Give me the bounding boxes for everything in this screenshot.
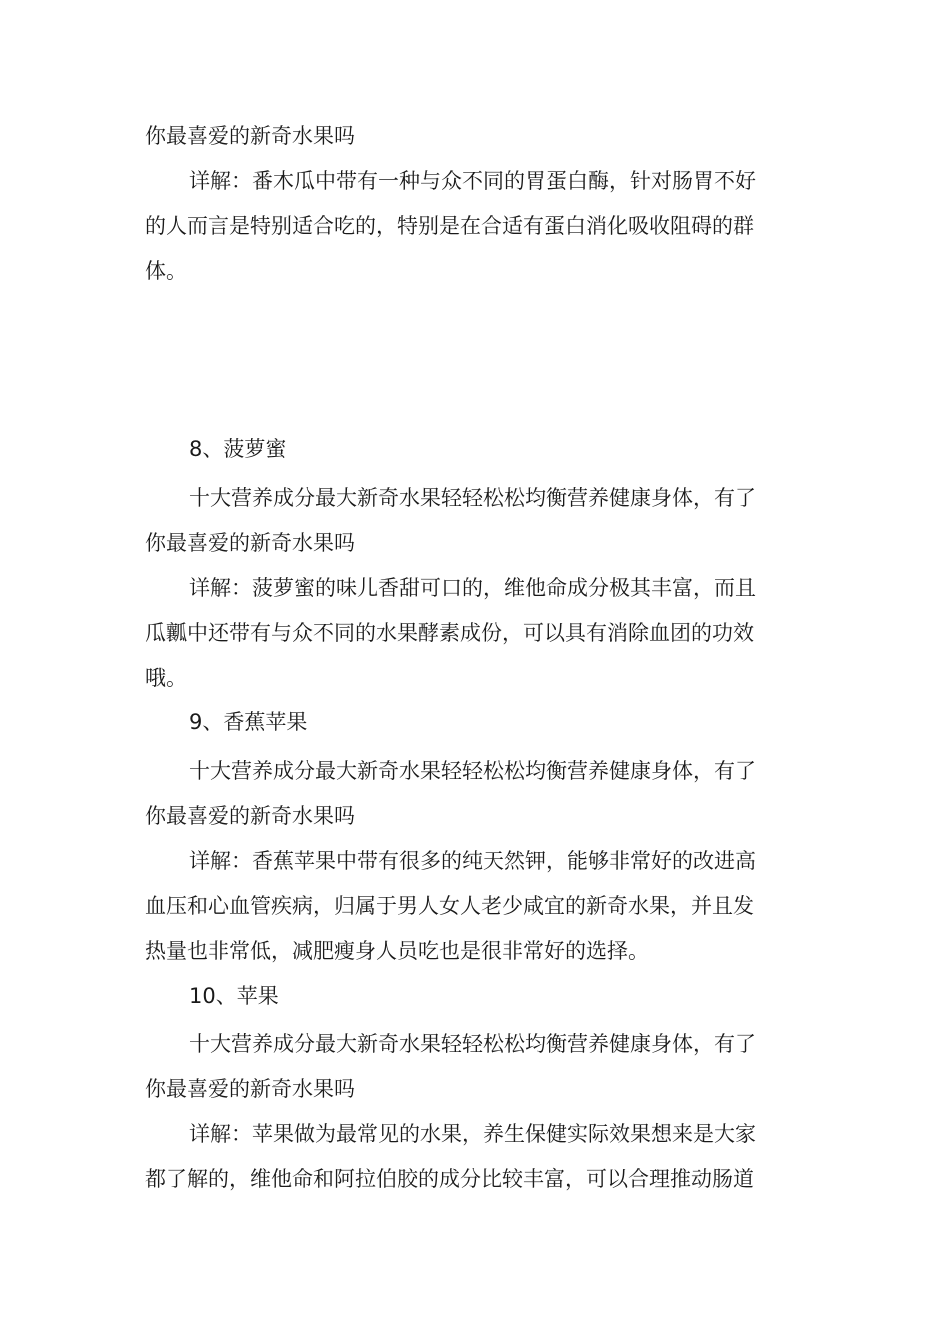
text-line: 详解：苹果做为最常见的水果，养生保健实际效果想来是大家 (189, 1122, 756, 1146)
text-line: 血压和心血管疾病，归属于男人女人老少咸宜的新奇水果，并且发 (145, 894, 754, 918)
text-line: 详解：菠萝蜜的味儿香甜可口的，维他命成分极其丰富，而且 (189, 576, 756, 600)
text-line: 体。 (145, 259, 187, 283)
text-line: 的人而言是特别适合吃的，特别是在合适有蛋白消化吸收阻碍的群 (145, 214, 754, 238)
section-heading: 9、香蕉苹果 (189, 710, 308, 734)
text-line: 你最喜爱的新奇水果吗 (145, 804, 355, 828)
section-heading: 8、菠萝蜜 (189, 437, 287, 461)
text-line: 详解：香蕉苹果中带有很多的纯天然钾，能够非常好的改进高 (189, 849, 756, 873)
text-line: 热量也非常低，减肥瘦身人员吃也是很非常好的选择。 (145, 939, 649, 963)
text-line: 都了解的，维他命和阿拉伯胶的成分比较丰富，可以合理推动肠道 (145, 1167, 754, 1191)
text-line: 你最喜爱的新奇水果吗 (145, 1077, 355, 1101)
section-heading: 10、苹果 (189, 984, 279, 1008)
text-line: 十大营养成分最大新奇水果轻轻松松均衡营养健康身体，有了 (189, 1032, 756, 1056)
text-line: 你最喜爱的新奇水果吗 (145, 124, 355, 148)
text-line: 十大营养成分最大新奇水果轻轻松松均衡营养健康身体，有了 (189, 486, 756, 510)
text-line: 十大营养成分最大新奇水果轻轻松松均衡营养健康身体，有了 (189, 759, 756, 783)
text-line: 详解：番木瓜中带有一种与众不同的胃蛋白酶，针对肠胃不好 (189, 169, 756, 193)
text-line: 瓜瓤中还带有与众不同的水果酵素成份，可以具有消除血团的功效 (145, 621, 754, 645)
text-line: 你最喜爱的新奇水果吗 (145, 531, 355, 555)
text-line: 哦。 (145, 666, 187, 690)
